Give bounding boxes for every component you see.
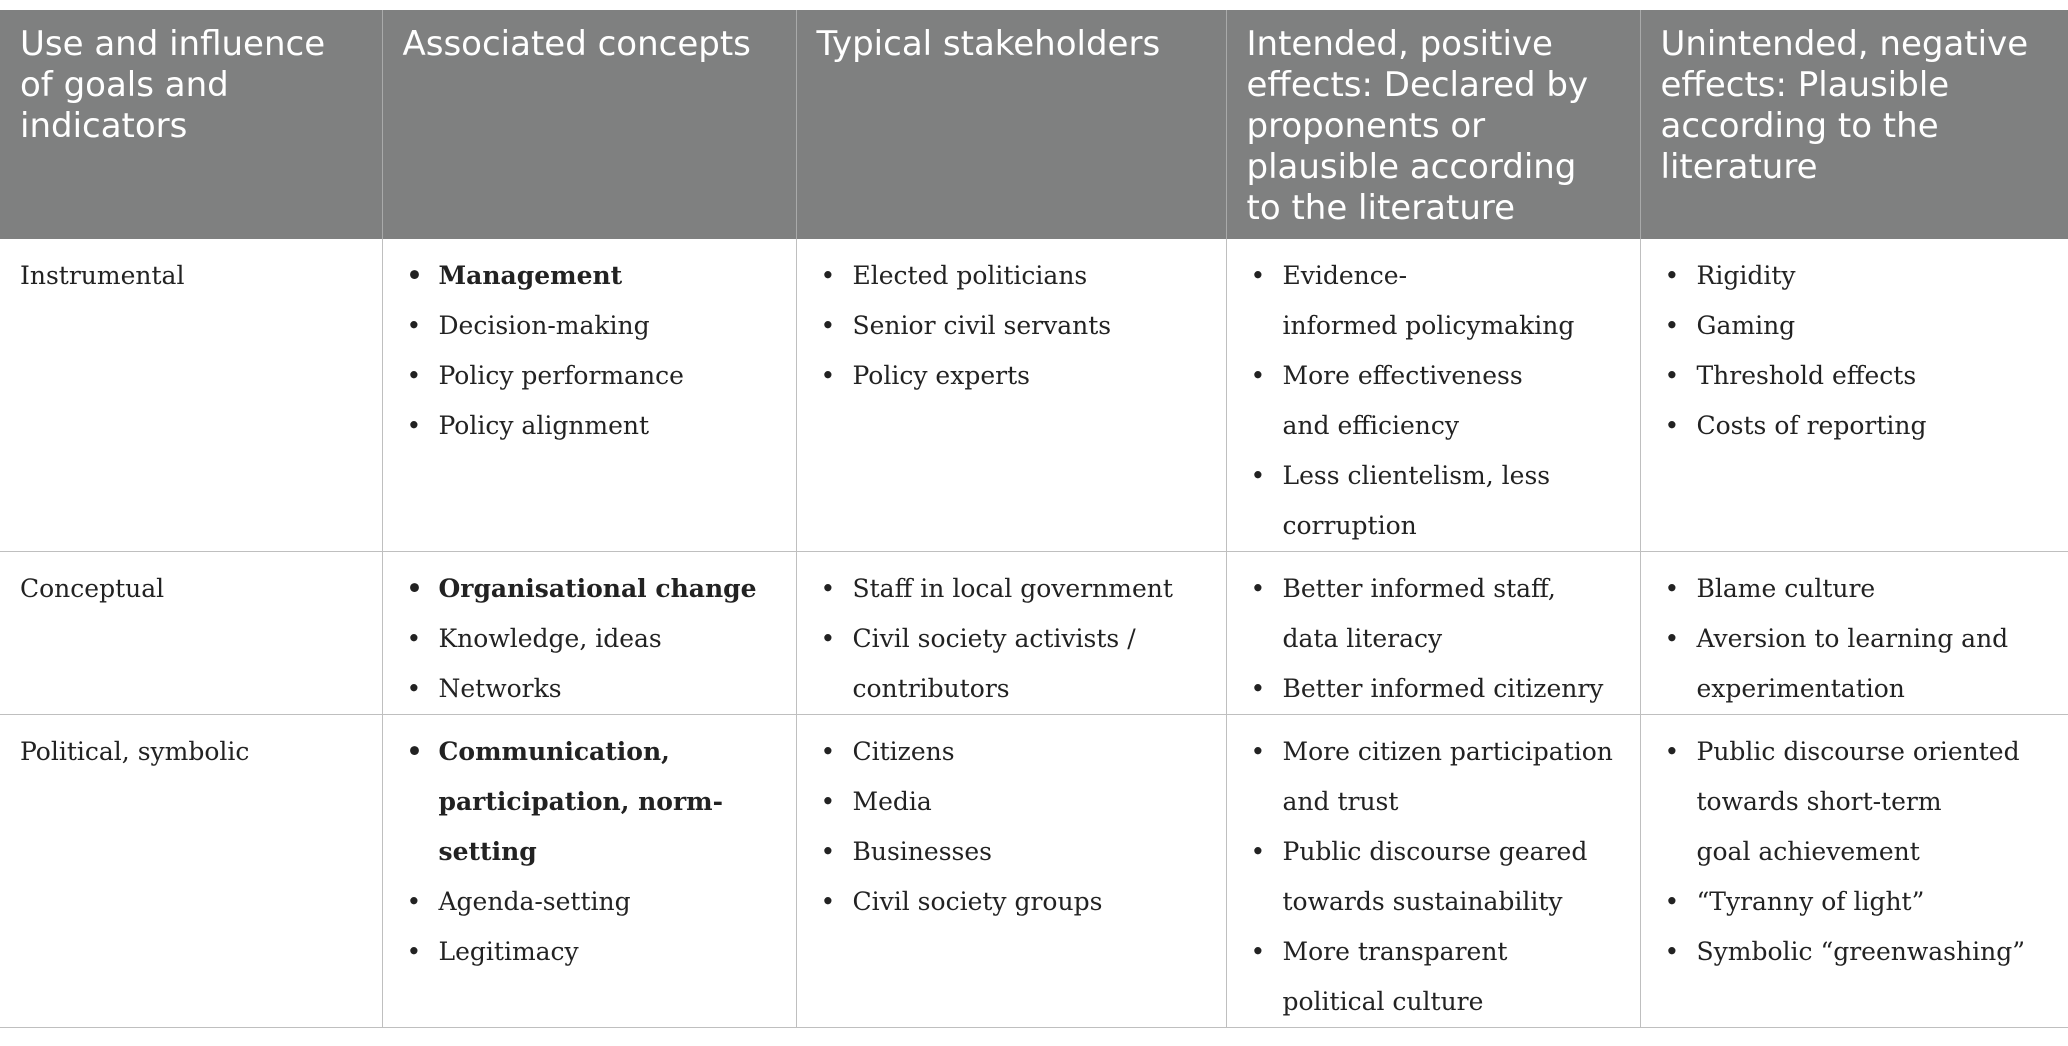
positive-effects-list (1247, 564, 1620, 714)
header-negative-effects: Unintended, negative effects: Plausible according to the literature (1640, 10, 2068, 239)
table-row (0, 552, 2068, 715)
positive-effects-cell (1226, 552, 1640, 715)
negative-effects-cell (1640, 239, 2068, 552)
list-item: • Civil society activists / contributors (817, 614, 1206, 714)
list-item: • Management (403, 251, 776, 301)
stakeholders-list (817, 251, 1206, 401)
header-row (0, 10, 2068, 239)
list-item: • Networks (403, 664, 776, 714)
list-item: • More transparent political culture (1247, 927, 1620, 1027)
use-label: Instrumental (20, 261, 185, 290)
list-item: • Policy alignment (403, 401, 776, 451)
stakeholders-list (817, 564, 1206, 714)
concepts-list (403, 727, 776, 977)
list-item: • Blame culture (1661, 564, 2049, 614)
positive-effects-cell (1226, 715, 1640, 1028)
list-item: • Decision-making (403, 301, 776, 351)
list-item: • More effectiveness and efficiency (1247, 351, 1620, 451)
stakeholders-cell (796, 715, 1226, 1028)
concepts-list (403, 251, 776, 451)
list-item: • “Tyranny of light” (1661, 877, 2049, 927)
list-item: • Public discourse geared towards sustainability (1247, 827, 1620, 927)
concepts-cell (382, 715, 796, 1028)
table-row (0, 715, 2068, 1028)
negative-effects-cell (1640, 715, 2068, 1028)
negative-effects-list (1661, 564, 2049, 714)
table-body (0, 239, 2068, 1028)
list-item: • Symbolic “greenwashing” (1661, 927, 2049, 977)
list-item: • Organisational change (403, 564, 776, 614)
list-item: • More citizen participation and trust (1247, 727, 1620, 827)
header-stakeholders: Typical stakeholders (796, 10, 1226, 239)
list-item: • Senior civil servants (817, 301, 1206, 351)
list-item: • Legitimacy (403, 927, 776, 977)
list-item: • Better informed staff, data literacy (1247, 564, 1620, 664)
list-item: • Aversion to learning and experimentation (1661, 614, 2049, 714)
list-item: • Policy performance (403, 351, 776, 401)
header-positive-effects: Intended, positive effects: Declared by proponents or plausible according to the literature (1226, 10, 1640, 239)
goals-indicators-table (0, 10, 2068, 1028)
table-header (0, 10, 2068, 239)
use-label: Conceptual (20, 574, 165, 603)
stakeholders-cell (796, 239, 1226, 552)
list-item: • Elected politicians (817, 251, 1206, 301)
list-item: • Citizens (817, 727, 1206, 777)
positive-effects-list (1247, 727, 1620, 1027)
table-row (0, 239, 2068, 552)
list-item: • Civil society groups (817, 877, 1206, 927)
list-item: • Knowledge, ideas (403, 614, 776, 664)
header-use: Use and influence of goals and indicators (0, 10, 382, 239)
positive-effects-cell (1226, 239, 1640, 552)
use-cell (0, 552, 382, 715)
list-item: • Threshold effects (1661, 351, 2049, 401)
list-item: • Better informed citizenry (1247, 664, 1620, 714)
concepts-cell (382, 239, 796, 552)
positive-effects-list (1247, 251, 1620, 551)
use-label: Political, symbolic (20, 737, 250, 766)
list-item: • Staff in local government (817, 564, 1206, 614)
list-item: • Media (817, 777, 1206, 827)
list-item: • Evidence- informed policymaking (1247, 251, 1620, 351)
list-item: • Less clientelism, less corruption (1247, 451, 1620, 551)
list-item: • Policy experts (817, 351, 1206, 401)
list-item: • Gaming (1661, 301, 2049, 351)
list-item: • Costs of reporting (1661, 401, 2049, 451)
list-item: • Public discourse oriented towards short-term goal achievement (1661, 727, 2049, 877)
use-cell (0, 715, 382, 1028)
list-item: • Communication, participation, norm-setting (403, 727, 776, 877)
negative-effects-cell (1640, 552, 2068, 715)
concepts-cell (382, 552, 796, 715)
list-item: • Agenda-setting (403, 877, 776, 927)
negative-effects-list (1661, 727, 2049, 977)
use-cell (0, 239, 382, 552)
concepts-list (403, 564, 776, 714)
header-concepts: Associated concepts (382, 10, 796, 239)
list-item: • Rigidity (1661, 251, 2049, 301)
negative-effects-list (1661, 251, 2049, 451)
list-item: • Businesses (817, 827, 1206, 877)
stakeholders-list (817, 727, 1206, 927)
stakeholders-cell (796, 552, 1226, 715)
